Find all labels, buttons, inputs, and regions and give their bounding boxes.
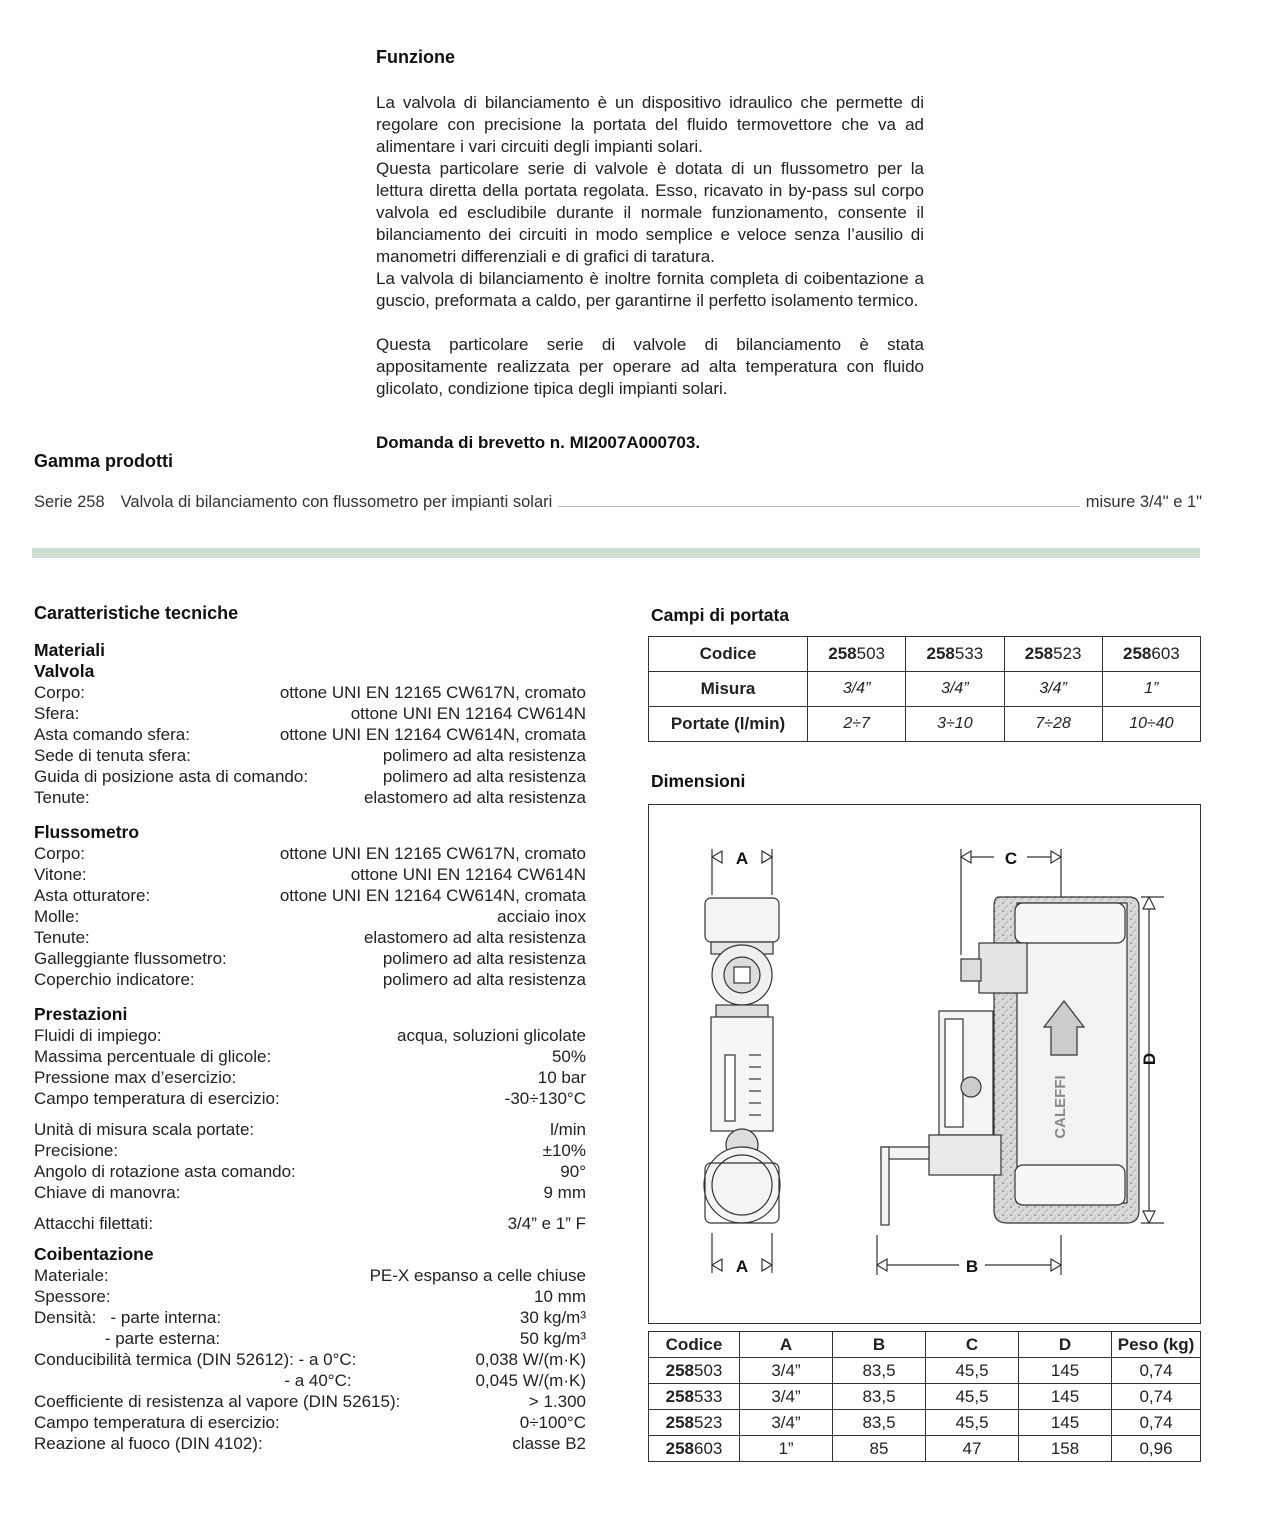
spec-key: Pressione max d’esercizio: [34,1068,237,1087]
funzione-body [376,92,924,400]
spec-value: ottone UNI EN 12164 CW614N, cromata [279,725,586,744]
campi-misura-cell: 3/4” [1004,672,1102,707]
dim-header: Codice [649,1332,740,1358]
campi-table [648,636,1201,742]
spec-row [34,1370,586,1391]
campi-code-cell: 258603 [1102,637,1200,672]
spec-value: 50% [551,1047,586,1066]
spec-key: Galleggiante flussometro: [34,949,227,968]
spec-key: Sfera: [34,704,80,723]
spec-value: 0,038 W/(m·K) [475,1350,586,1369]
dim-label-a-bottom: A [735,1257,749,1276]
spec-key: Massima percentuale di glicole: [34,1047,272,1066]
dim-label-d: D [1140,1052,1159,1066]
spec-value: ottone UNI EN 12164 CW614N [350,704,586,723]
campi-misura-cell: 1” [1102,672,1200,707]
campi-portata-cell: 7÷28 [1004,707,1102,742]
dim-cell: 83,5 [833,1384,926,1410]
campi-code-cell: 258523 [1004,637,1102,672]
spec-key: Unità di misura scala portate: [34,1120,255,1139]
serie-row [34,493,1202,512]
spec-value: polimero ad alta resistenza [382,746,586,765]
spec-value: ottone UNI EN 12164 CW614N, cromata [279,886,586,905]
spec-row [34,787,586,808]
campi-portata-cell: 3÷10 [906,707,1004,742]
table-row [649,1410,1201,1436]
spec-value: PE-X espanso a celle chiuse [369,1266,586,1285]
spec-row [34,1412,586,1433]
spec-key: Attacchi filettati: [34,1214,154,1233]
spec-row [34,1286,586,1307]
spec-value: polimero ad alta resistenza [382,767,586,786]
spec-row [34,843,586,864]
tech-section [34,603,586,1454]
spec-key: Fluidi di impiego: [34,1026,162,1045]
dim-label-c: C [1004,849,1018,868]
spec-key: Corpo: [34,683,86,702]
spec-value: 50 kg/m³ [519,1329,586,1348]
spec-key: Chiave di manovra: [34,1183,181,1202]
dim-code-cell: 258523 [649,1410,740,1436]
spec-row [34,1025,586,1046]
spec-key: Molle: [34,907,80,926]
dim-cell: 3/4” [740,1384,833,1410]
spec-row [34,927,586,948]
serie-code: Serie 258 [34,493,105,511]
spec-row [34,1067,586,1088]
spec-key: Coefficiente di resistenza al vapore (DIN 52615): [34,1392,401,1411]
dim-cell: 45,5 [926,1384,1019,1410]
spec-row [34,1265,586,1286]
dim-label-b: B [965,1257,979,1276]
spec-value: 90° [560,1162,586,1181]
spec-value: 0÷100°C [519,1413,586,1432]
valve-drawing [649,805,1200,1323]
funzione-title: Funzione [376,47,455,67]
spec-row [34,1161,586,1182]
valvola-heading: Valvola [34,661,95,681]
spec-key: Sede di tenuta sfera: [34,746,191,765]
tech-title: Caratteristiche tecniche [34,603,239,623]
dim-cell: 1” [740,1436,833,1462]
spec-value: ottone UNI EN 12165 CW617N, cromato [279,683,586,702]
dim-cell: 0,74 [1112,1384,1201,1410]
spec-value: elastomero ad alta resistenza [363,928,586,947]
spec-row [34,745,586,766]
campi-misura-cell: 3/4” [906,672,1004,707]
dim-cell: 45,5 [926,1410,1019,1436]
spec-key: Angolo di rotazione asta comando: [34,1162,296,1181]
brevetto-text: Domanda di brevetto n. MI2007A000703. [376,433,701,452]
campi-portata-cell: 10÷40 [1102,707,1200,742]
spec-row [34,1213,586,1234]
dim-cell: 0,74 [1112,1410,1201,1436]
side-view [881,849,1139,1225]
spec-value: elastomero ad alta resistenza [363,788,586,807]
spec-row [34,1119,586,1140]
section-divider [32,548,1200,558]
spec-key: Asta comando sfera: [34,725,190,744]
spec-value: 10 mm [534,1287,586,1306]
campi-title: Campi di portata [651,605,790,625]
dim-header: A [740,1332,833,1358]
spec-row [34,682,586,703]
spec-row [34,948,586,969]
spec-row [34,1088,586,1109]
spec-row [34,724,586,745]
spec-key: Conducibilità termica (DIN 52612): - a 0°C: [34,1350,357,1369]
dim-header: D [1019,1332,1112,1358]
spec-value: 30 kg/m³ [519,1308,586,1327]
table-row [649,1358,1201,1384]
spec-key: - a 40°C: [34,1371,352,1390]
dimensioni-title: Dimensioni [651,771,746,791]
funzione-paragraph: La valvola di bilanciamento è inoltre fornita completa di coibentazione a guscio, preformata a caldo, per garantirne il perfetto isolamento termico. [376,269,924,310]
dim-cell: 145 [1019,1410,1112,1436]
dim-header: B [833,1332,926,1358]
spec-value: 9 mm [543,1183,586,1202]
campi-code-cell: 258533 [906,637,1004,672]
spec-value: 10 bar [537,1068,586,1087]
campi-header-portate: Portate (l/min) [649,707,808,742]
table-row [649,1384,1201,1410]
spec-row [34,703,586,724]
spec-key: Tenute: [34,928,90,947]
dim-header: C [926,1332,1019,1358]
dim-cell: 83,5 [833,1410,926,1436]
spec-value: 0,045 W/(m·K) [475,1371,586,1390]
funzione-paragraph: Questa particolare serie di valvole di bilanciamento è stata appositamente realizzata per operare ad alta temperatura con fluido glicolato, condizione tipica degli impianti solari. [376,335,924,398]
materiali-heading: Materiali [34,640,105,660]
prestazioni-heading: Prestazioni [34,1004,128,1024]
spec-value: classe B2 [512,1434,586,1453]
spec-value: polimero ad alta resistenza [382,949,586,968]
spec-key: Precisione: [34,1141,119,1160]
dim-label-a-top: A [735,849,749,868]
spec-key: Campo temperatura di esercizio: [34,1089,280,1108]
spec-key: Guida di posizione asta di comando: [34,767,309,786]
dim-cell: 145 [1019,1358,1112,1384]
dim-cell: 0,96 [1112,1436,1201,1462]
spec-row [34,885,586,906]
spec-key: Vitone: [34,865,87,884]
spec-row [34,1391,586,1412]
dim-code-cell: 258503 [649,1358,740,1384]
spec-value: ottone UNI EN 12165 CW617N, cromato [279,844,586,863]
spec-value: acqua, soluzioni glicolate [396,1026,586,1045]
dim-cell: 3/4” [740,1410,833,1436]
spec-value: -30÷130°C [504,1089,586,1108]
spec-row [34,906,586,927]
dim-cell: 0,74 [1112,1358,1201,1384]
spec-row [34,1140,586,1161]
funzione-paragraph: La valvola di bilanciamento è un dispositivo idraulico che permette di regolare con precisione la portata del fluido termovettore che va ad alimentare i vari circuiti degli impianti solari. [376,93,924,156]
spec-value: ±10% [542,1141,586,1160]
spec-key: Coperchio indicatore: [34,970,195,989]
spec-row [34,1328,586,1349]
dim-cell: 145 [1019,1384,1112,1410]
campi-misura-cell: 3/4” [808,672,906,707]
campi-header-codice: Codice [649,637,808,672]
spec-row [34,1349,586,1370]
spec-key: - parte esterna: [34,1329,221,1348]
spec-row [34,1046,586,1067]
coibentazione-heading: Coibentazione [34,1244,154,1264]
spec-value: 3/4” e 1” F [507,1214,586,1233]
spec-value: acciaio inox [497,907,586,926]
dim-code-cell: 258603 [649,1436,740,1462]
spec-value: ottone UNI EN 12164 CW614N [350,865,586,884]
dim-cell: 158 [1019,1436,1112,1462]
spec-row [34,1307,586,1328]
serie-misure: misure 3/4" e 1" [1085,493,1202,511]
serie-description: Valvola di bilanciamento con flussometro per impianti solari [120,493,553,511]
spec-key: Campo temperatura di esercizio: [34,1413,280,1432]
campi-code-cell: 258503 [808,637,906,672]
spec-key: Densità: - parte interna: [34,1308,222,1327]
dimensions-drawing [648,804,1201,1324]
leader-line [558,494,1079,507]
campi-header-misura: Misura [649,672,808,707]
flussometro-heading: Flussometro [34,822,140,842]
spec-key: Reazione al fuoco (DIN 4102): [34,1434,263,1453]
spec-key: Asta otturatore: [34,886,151,905]
spec-value: polimero ad alta resistenza [382,970,586,989]
dim-code-cell: 258533 [649,1384,740,1410]
dim-header: Peso (kg) [1112,1332,1201,1358]
dim-cell: 3/4” [740,1358,833,1384]
brand-label: CALEFFI [1052,1075,1069,1139]
spec-key: Tenute: [34,788,90,807]
spec-row [34,766,586,787]
spec-value: > 1.300 [528,1392,586,1411]
spec-value: l/min [550,1120,586,1139]
spec-key: Materiale: [34,1266,109,1285]
campi-portata-cell: 2÷7 [808,707,906,742]
dim-cell: 85 [833,1436,926,1462]
spec-key: Spessore: [34,1287,111,1306]
spec-key: Corpo: [34,844,86,863]
dim-cell: 47 [926,1436,1019,1462]
dim-cell: 45,5 [926,1358,1019,1384]
gamma-title: Gamma prodotti [34,451,174,471]
spec-row [34,969,586,990]
front-view [704,849,780,1273]
spec-row [34,1182,586,1203]
funzione-paragraph: Questa particolare serie di valvole è dotata di un flussometro per la lettura diretta della portata regolata. Esso, ricavato in by-pass sul corpo valvola ed escludibile durante il normale funzionamento, consente il bilanciamento dei circuiti in modo semplice e veloce senza l’ausilio di manometri differenziali e di grafici di taratura. [376,159,924,266]
spec-row [34,864,586,885]
table-row [649,1436,1201,1462]
dim-cell: 83,5 [833,1358,926,1384]
dimensions-table [648,1331,1201,1462]
spec-row [34,1433,586,1454]
